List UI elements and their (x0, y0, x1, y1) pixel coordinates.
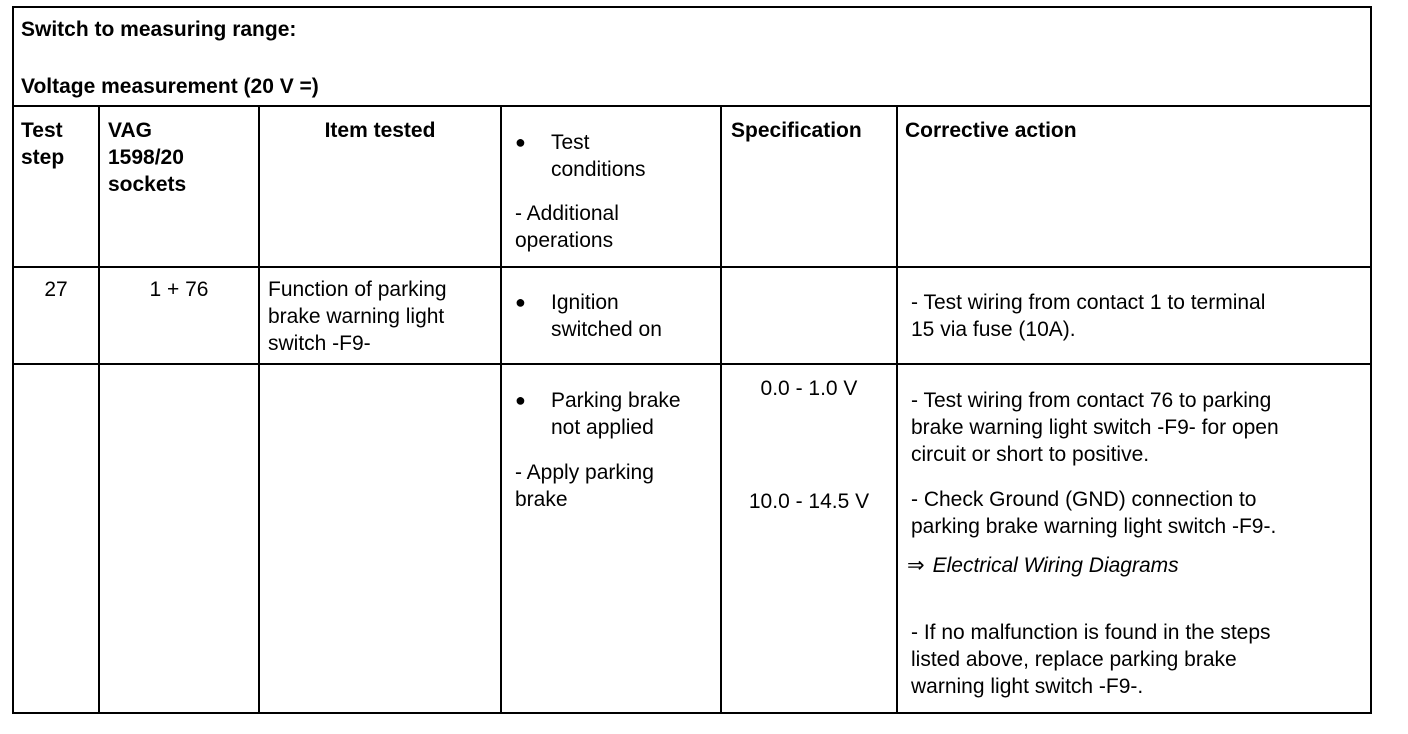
measuring-range-heading: Switch to measuring range: (21, 18, 297, 41)
row2-specification-2: 10.0 - 14.5 V (748, 490, 870, 513)
column-divider-3 (500, 106, 502, 714)
bullet-icon: ● (515, 292, 526, 312)
column-header-specification: Specification (731, 119, 862, 142)
bullet-icon: ● (515, 390, 526, 410)
wiring-diagrams-link[interactable]: Electrical Wiring Diagrams (932, 554, 1179, 577)
wiring-diagrams-reference[interactable] (907, 552, 1179, 579)
voltage-measurement-heading: Voltage measurement (20 V =) (21, 75, 319, 98)
column-header-corrective-action: Corrective action (905, 119, 1077, 142)
column-divider-5 (896, 106, 898, 714)
header-divider (12, 105, 1372, 107)
bullet-icon: ● (515, 132, 526, 152)
column-header-additional-operations: - Additional operations (515, 202, 619, 252)
row-divider-1 (12, 266, 1372, 268)
row1-test-step: 27 (44, 278, 68, 301)
column-header-item-tested: Item tested (324, 119, 436, 142)
column-header-test-step: Test step (21, 119, 65, 169)
test-table-frame (12, 6, 1372, 714)
row2-corrective-action-1: - Test wiring from contact 76 to parking brake warning light switch -F9- for open circuit or short to positive. (911, 389, 1279, 466)
column-divider-2 (258, 106, 260, 714)
arrow-right-icon: ⇒ (907, 554, 925, 577)
column-divider-1 (98, 106, 100, 714)
row2-additional-operation: - Apply parking brake (515, 461, 654, 511)
row1-item-tested: Function of parking brake warning light switch -F9- (268, 278, 447, 355)
row2-corrective-action-3: - If no malfunction is found in the steps listed above, replace parking brake warning light switch -F9-. (911, 621, 1271, 698)
row2-specification-1: 0.0 - 1.0 V (760, 377, 858, 400)
row1-sockets: 1 + 76 (149, 278, 209, 301)
row2-corrective-action-2: - Check Ground (GND) connection to parking brake warning light switch -F9-. (911, 488, 1277, 538)
column-divider-4 (720, 106, 722, 714)
row-divider-2 (12, 363, 1372, 365)
column-header-sockets: VAG 1598/20 sockets (108, 119, 187, 196)
row1-corrective-action: - Test wiring from contact 1 to terminal 15 via fuse (10A). (911, 291, 1266, 341)
